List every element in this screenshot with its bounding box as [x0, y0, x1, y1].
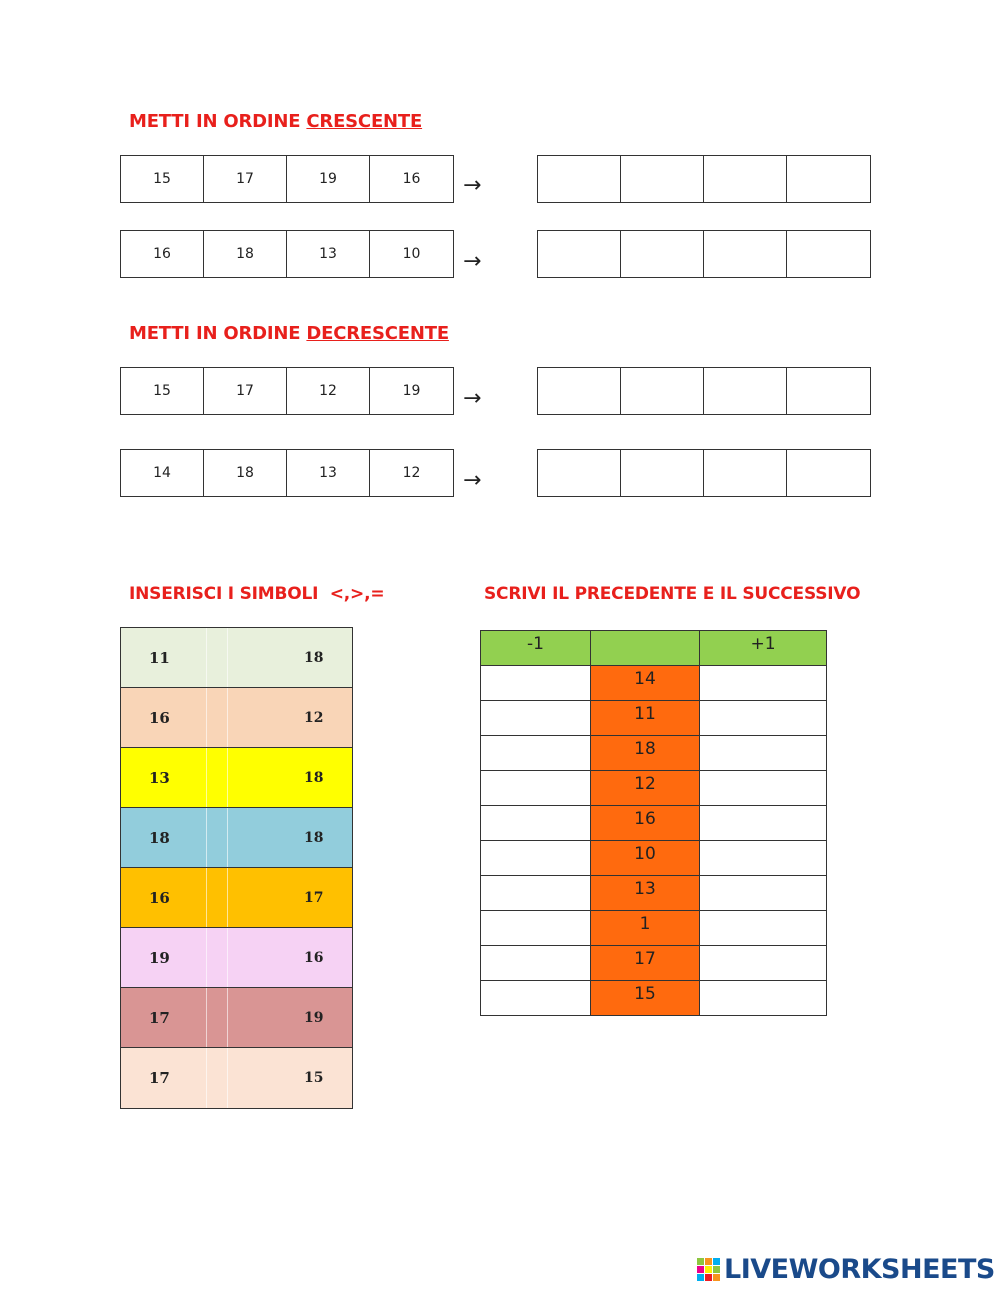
- header-plus-one: [700, 631, 827, 666]
- compare-right-number: 15: [304, 1070, 324, 1086]
- answer-input[interactable]: [621, 450, 704, 496]
- given-number-cell: [591, 876, 700, 911]
- number-row-crescente-2: [120, 230, 454, 278]
- symbol-input[interactable]: [206, 808, 228, 867]
- compare-right-number: 12: [304, 709, 324, 726]
- header-minus-one: [481, 631, 591, 666]
- header-label: +1: [750, 634, 776, 654]
- prev-input[interactable]: [481, 736, 591, 771]
- heading-decrescente: [129, 323, 449, 344]
- prev-next-row: [481, 876, 827, 911]
- compare-row: [121, 868, 352, 928]
- prev-input[interactable]: [481, 981, 591, 1016]
- symbol-input[interactable]: [206, 1048, 228, 1108]
- answer-input[interactable]: [704, 450, 787, 496]
- answer-input[interactable]: [704, 231, 787, 277]
- number-cell: 16: [121, 231, 204, 277]
- prev-next-row: [481, 666, 827, 701]
- given-number-cell: [591, 841, 700, 876]
- compare-left-number: 11: [149, 648, 170, 667]
- answer-input[interactable]: [621, 368, 704, 414]
- compare-left-number: 13: [149, 768, 170, 787]
- arrow-icon: →: [463, 468, 482, 493]
- number-cell: 18: [204, 450, 287, 496]
- header-middle: [591, 631, 700, 666]
- given-number: 12: [634, 774, 656, 794]
- heading-precedente-successivo: SCRIVI IL PRECEDENTE E IL SUCCESSIVO: [484, 584, 861, 604]
- compare-row: [121, 988, 352, 1048]
- compare-left-number: 16: [149, 708, 170, 727]
- next-input[interactable]: [700, 911, 827, 946]
- number-row-decrescente-2: [120, 449, 454, 497]
- compare-row: [121, 808, 352, 868]
- next-input[interactable]: [700, 806, 827, 841]
- answer-row-crescente-2: [537, 230, 871, 278]
- logo-mark-icon: [697, 1258, 721, 1282]
- answer-input[interactable]: [621, 231, 704, 277]
- compare-right-number: 18: [304, 769, 324, 786]
- compare-row: [121, 1048, 352, 1108]
- prev-next-header-row: [481, 631, 827, 666]
- prev-input[interactable]: [481, 771, 591, 806]
- prev-input[interactable]: [481, 911, 591, 946]
- answer-input[interactable]: [538, 450, 621, 496]
- given-number: 13: [634, 879, 656, 899]
- number-cell: 16: [402, 171, 421, 187]
- answer-row-decrescente-2: [537, 449, 871, 497]
- prev-next-table: [480, 630, 827, 1016]
- given-number: 1: [639, 914, 651, 934]
- prev-next-row: [481, 736, 827, 771]
- arrow-icon: →: [463, 249, 482, 274]
- next-input[interactable]: [700, 666, 827, 701]
- prev-next-row: [481, 701, 827, 736]
- number-cell: 12: [402, 465, 421, 481]
- number-cell: 13: [287, 450, 370, 496]
- next-input[interactable]: [700, 841, 827, 876]
- compare-left-number: 19: [149, 948, 170, 967]
- next-input[interactable]: [700, 701, 827, 736]
- arrow-icon: →: [463, 386, 482, 411]
- given-number-cell: [591, 666, 700, 701]
- answer-input[interactable]: [787, 368, 870, 414]
- heading-crescente: [129, 111, 422, 132]
- number-cell: 18: [204, 231, 287, 277]
- prev-input[interactable]: [481, 806, 591, 841]
- answer-input[interactable]: [538, 368, 621, 414]
- answer-input[interactable]: [538, 156, 621, 202]
- compare-row: [121, 748, 352, 808]
- number-cell: 15: [121, 368, 204, 414]
- compare-row: [121, 688, 352, 748]
- given-number-cell: [591, 701, 700, 736]
- answer-input[interactable]: [787, 231, 870, 277]
- next-input[interactable]: [700, 981, 827, 1016]
- compare-table: [120, 627, 353, 1109]
- symbol-input[interactable]: [206, 928, 228, 987]
- answer-input[interactable]: [538, 231, 621, 277]
- prev-next-row: [481, 946, 827, 981]
- prev-next-row: [481, 806, 827, 841]
- number-cell: 12: [287, 368, 370, 414]
- heading-prefix: METTI IN ORDINE: [129, 323, 307, 344]
- given-number-cell: [591, 911, 700, 946]
- symbol-input[interactable]: [206, 628, 228, 687]
- symbol-input[interactable]: [206, 868, 228, 927]
- compare-left-number: 17: [149, 1008, 170, 1027]
- given-number-cell: [591, 771, 700, 806]
- compare-row: [121, 628, 352, 688]
- answer-input[interactable]: [787, 450, 870, 496]
- header-label: -1: [527, 634, 544, 654]
- number-cell: 19: [287, 156, 370, 202]
- compare-right-number: 16: [304, 949, 324, 966]
- compare-right-number: 18: [304, 829, 324, 846]
- given-number: 15: [634, 984, 656, 1004]
- number-row-crescente-1: [120, 155, 454, 203]
- prev-input[interactable]: [481, 701, 591, 736]
- prev-next-row: [481, 911, 827, 946]
- compare-left-number: 17: [149, 1069, 170, 1087]
- number-cell: 17: [204, 156, 287, 202]
- heading-underlined: CRESCENTE: [306, 111, 423, 132]
- number-cell: 17: [204, 368, 287, 414]
- answer-input[interactable]: [704, 156, 787, 202]
- prev-input[interactable]: [481, 666, 591, 701]
- symbol-input[interactable]: [206, 688, 228, 747]
- next-input[interactable]: [700, 876, 827, 911]
- prev-input[interactable]: [481, 946, 591, 981]
- prev-input[interactable]: [481, 876, 591, 911]
- answer-row-crescente-1: [537, 155, 871, 203]
- given-number: 10: [634, 844, 656, 864]
- number-cell: 15: [121, 156, 204, 202]
- compare-right-number: 18: [304, 649, 324, 666]
- compare-left-number: 16: [149, 888, 170, 907]
- answer-input[interactable]: [787, 156, 870, 202]
- symbol-input[interactable]: [206, 748, 228, 807]
- symbol-input[interactable]: [206, 988, 228, 1047]
- given-number-cell: [591, 806, 700, 841]
- arrow-icon: →: [463, 173, 482, 198]
- compare-right-number: 19: [304, 1009, 324, 1026]
- prev-input[interactable]: [481, 841, 591, 876]
- given-number-cell: [591, 736, 700, 771]
- number-cell: 19: [402, 383, 421, 399]
- number-row-decrescente-1: [120, 367, 454, 415]
- number-cell: 14: [121, 450, 204, 496]
- next-input[interactable]: [700, 946, 827, 981]
- given-number: 18: [634, 739, 656, 759]
- answer-input[interactable]: [704, 368, 787, 414]
- next-input[interactable]: [700, 771, 827, 806]
- prev-next-row: [481, 841, 827, 876]
- answer-row-decrescente-1: [537, 367, 871, 415]
- heading-underlined: DECRESCENTE: [306, 323, 449, 344]
- logo-text: LIVEWORKSHEETS: [724, 1254, 995, 1285]
- given-number: 11: [634, 704, 656, 724]
- given-number-cell: [591, 946, 700, 981]
- number-cell: 13: [287, 231, 370, 277]
- prev-next-row: [481, 981, 827, 1016]
- given-number: 14: [634, 669, 656, 689]
- prev-next-row: [481, 771, 827, 806]
- given-number-cell: [591, 981, 700, 1016]
- answer-input[interactable]: [621, 156, 704, 202]
- given-number: 17: [634, 949, 656, 969]
- next-input[interactable]: [700, 736, 827, 771]
- compare-right-number: 17: [304, 889, 324, 906]
- number-cell: 10: [402, 246, 421, 262]
- heading-prefix: METTI IN ORDINE: [129, 111, 307, 132]
- given-number: 16: [634, 809, 656, 829]
- liveworksheets-logo: [697, 1254, 995, 1285]
- compare-left-number: 18: [149, 828, 170, 847]
- heading-inserisci-simboli: INSERISCI I SIMBOLI <,>,=: [129, 584, 385, 604]
- compare-row: [121, 928, 352, 988]
